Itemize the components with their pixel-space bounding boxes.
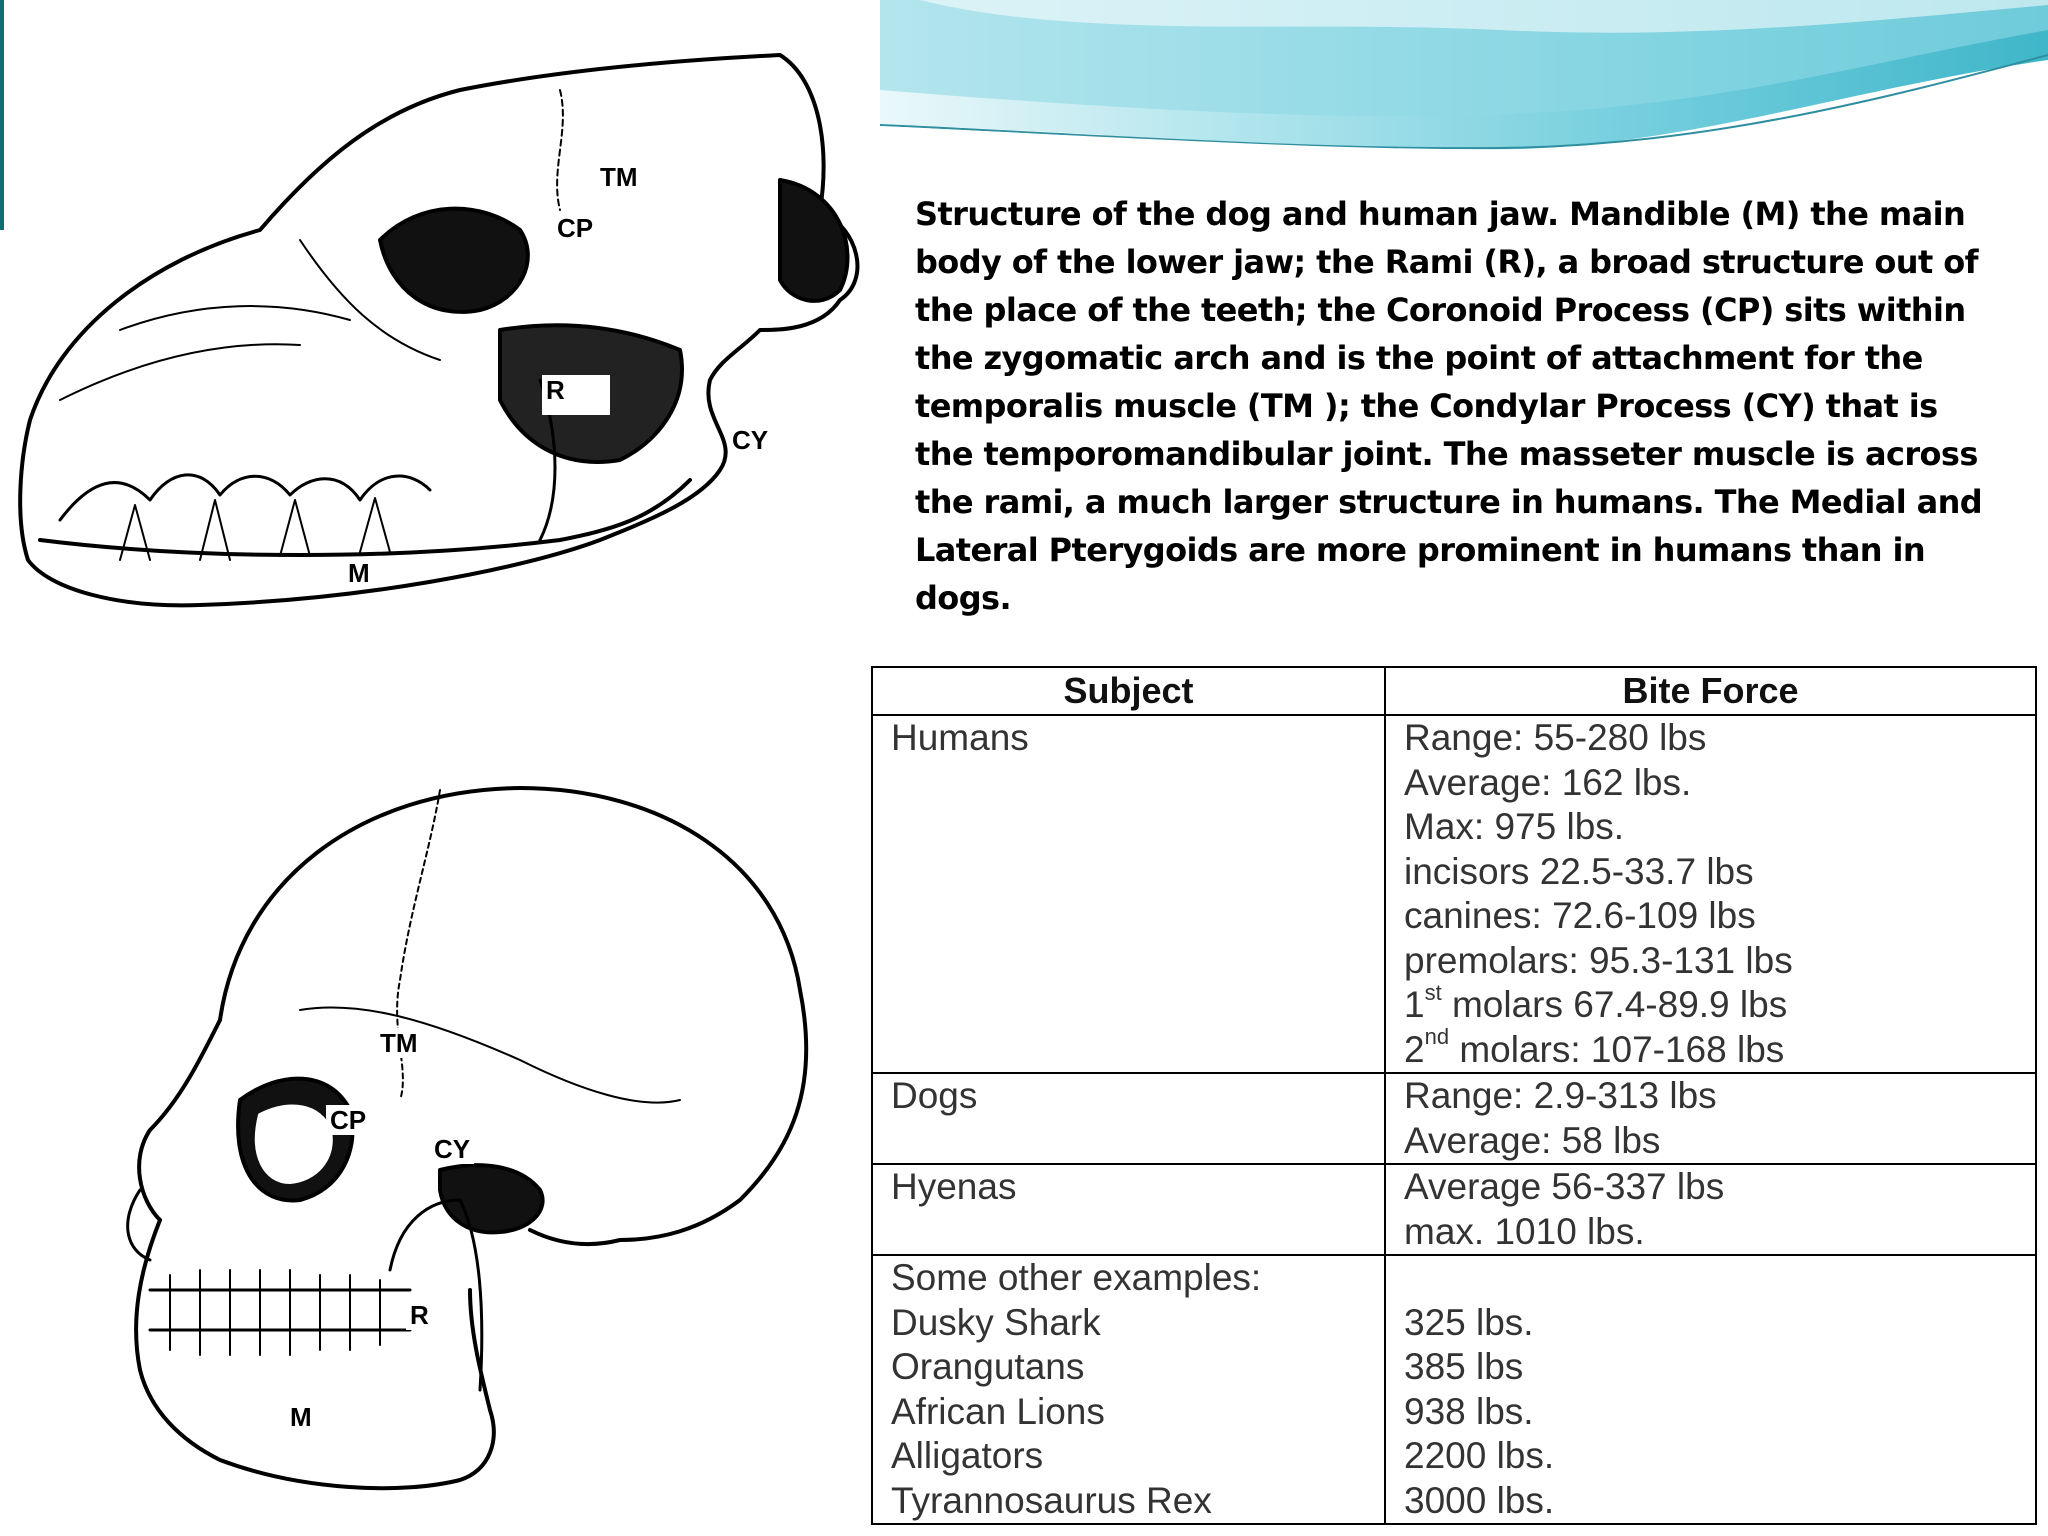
- human-label-tm: TM: [376, 1028, 422, 1058]
- other-name: Tyrannosaurus Rex: [891, 1479, 1212, 1521]
- subject-hyenas: Hyenas: [872, 1164, 1385, 1255]
- subject-dogs: Dogs: [872, 1073, 1385, 1164]
- subject-humans: Humans: [872, 715, 1385, 1073]
- other-force: 385 lbs: [1404, 1346, 1524, 1387]
- dog-label-cp: CP: [553, 213, 597, 243]
- dog-skull-drawing: [0, 0, 880, 650]
- table-row: [872, 715, 2036, 1073]
- human-skull-drawing: [100, 770, 860, 1510]
- human-label-cy: CY: [430, 1134, 474, 1164]
- human-skull-diagram: [100, 770, 860, 1510]
- other-force: 2200 lbs.: [1404, 1435, 1555, 1476]
- decorative-wave-banner: [880, 0, 2048, 160]
- header-bite-force: Bite Force: [1385, 667, 2036, 715]
- table-row: [872, 1073, 2036, 1164]
- first-molars: 1st molars 67.4-89.9 lbs: [1404, 979, 1788, 1025]
- caption-paragraph: Structure of the dog and human jaw. Mandible (M) the main body of the lower jaw; the Rami (R), a broad structure out of the place of the teeth; the Coronoid Process (CP) sits within the zygomatic arch and is the point of attachment for the temporalis muscle (TM ); the Condylar Process (CY) that is the temporomandibular joint. The masseter muscle is across the rami, a much larger structure in humans. The Medial and Lateral Pterygoids are more prominent in humans than in dogs.: [915, 195, 1983, 617]
- dog-label-m: M: [344, 558, 374, 588]
- dog-label-cy: CY: [728, 425, 772, 455]
- bite-force-other-examples: [1385, 1255, 2036, 1524]
- bite-force-hyenas: Average 56-337 lbs max. 1010 lbs.: [1385, 1164, 2036, 1255]
- bite-force-dogs: Range: 2.9-313 lbs Average: 58 lbs: [1385, 1073, 2036, 1164]
- subject-other-examples: Some other examples: Dusky Shark Orangutans African Lions Alligators Tyrannosaurus Rex: [872, 1255, 1385, 1524]
- other-force: 3000 lbs.: [1404, 1479, 1555, 1521]
- bite-force-table: [871, 666, 2037, 1525]
- bite-force-humans: Range: 55-280 lbs Average: 162 lbs. Max: 975 lbs. incisors 22.5-33.7 lbs canines: 72.6-109 lbs premolars: 95.3-131 lbs 1st molars 67.4-89.9 lbs 2nd molars: 107-168 lbs: [1385, 715, 2036, 1073]
- table-row: [872, 1255, 2036, 1524]
- other-force: 938 lbs.: [1404, 1390, 1534, 1432]
- other-name: Alligators: [891, 1435, 1044, 1476]
- human-label-cp: CP: [326, 1105, 370, 1135]
- other-name: African Lions: [891, 1390, 1105, 1432]
- second-molars: 2nd molars: 107-168 lbs: [1404, 1024, 1785, 1070]
- table-header-row: [872, 667, 2036, 715]
- human-label-m: M: [286, 1402, 316, 1432]
- dog-label-tm: TM: [596, 162, 642, 192]
- human-label-r: R: [406, 1300, 433, 1330]
- table-row: [872, 1164, 2036, 1255]
- other-force: 325 lbs.: [1404, 1301, 1534, 1343]
- header-subject: Subject: [872, 667, 1385, 715]
- other-name: Orangutans: [891, 1346, 1085, 1387]
- other-name: Dusky Shark: [891, 1301, 1101, 1343]
- dog-label-r: R: [542, 375, 610, 415]
- dog-skull-diagram: [0, 0, 880, 650]
